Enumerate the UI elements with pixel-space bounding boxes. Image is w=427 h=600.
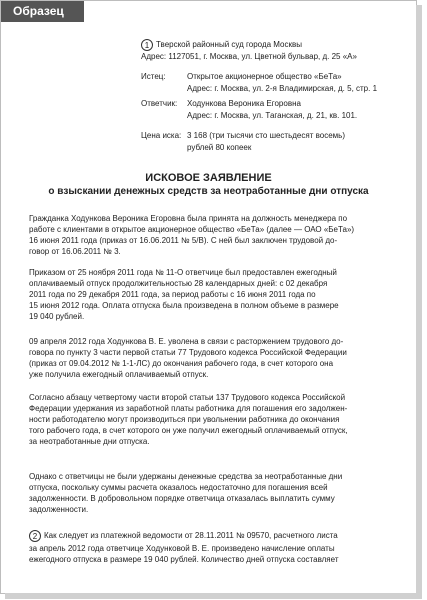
p4-line-3: ности работодателю могут производиться при увольнении работника до окончания [29,415,340,424]
p3-line-2: говора по пункту 3 части первой статьи 77 Трудового кодекса Российской Федерации [29,348,347,357]
p1-line-1: Гражданка Ходункова Вероника Егоровна была принята на должность менеджера по [29,214,348,223]
p4-line-4: того рабочего года, в счет которого он уже получил ежегодный оплачиваемый отпуск, [29,426,348,435]
sample-tab-label: Образец [1,1,84,22]
plaintiff-label: Истец: [141,72,166,81]
plaintiff-address: Адрес: г. Москва, ул. 2-я Владимирская, д. 5, стр. 1 [187,84,378,93]
court-line [141,39,302,51]
document-title: ИСКОВОЕ ЗАЯВЛЕНИЕ [145,172,272,184]
court-name: Тверской районный суд города Москвы [156,40,302,50]
p1-line-3: 16 июня 2011 года (приказ от 16.06.2011 № 5/В). С ней был заключен трудовой до- [29,236,338,245]
p3-line-3: (приказ от 09.04.2012 № 1-1-ЛС) до окончания рабочего года, в счет которого она [29,359,334,368]
court-address: Адрес: 1127051, г. Москва, ул. Цветной бульвар, д. 25 «А» [141,52,357,61]
p3-line-1: 09 апреля 2012 года Ходункова В. Е. уволена в связи с расторжением трудового до- [29,337,344,346]
marker-2: 2 [29,530,41,542]
p2-line-4: 15 июня 2012 года. Оплата отпуска была произведена в полном объеме в размере [29,301,339,310]
p5-line-2: отпуска, поскольку суммы расчета оказалось недостаточно для погашения всей [29,483,328,492]
p6-line-3: ежегодного отпуска в размере 19 040 рублей. Количество дней отпуска составляет [29,555,339,564]
p1-line-4: говор от 16.06.2011 № 3. [29,247,121,256]
document-subtitle: о взыскании денежных средств за неотработанные дни отпуска [48,186,369,197]
p6-line-1 [29,530,338,542]
price-line-1: 3 168 (три тысячи сто шестьдесят восемь) [187,131,345,140]
p4-line-5: за неотработанные дни отпуска. [29,437,150,446]
defendant-address: Адрес: г. Москва, ул. Таганская, д. 21, кв. 101. [187,111,358,120]
p2-line-5: 19 040 рублей. [29,312,85,321]
defendant-label: Ответчик: [141,99,178,108]
p3-line-4: уже получила ежегодный оплачиваемый отпуск. [29,370,209,379]
price-label: Цена иска: [141,131,182,140]
defendant-name: Ходункова Вероника Егоровна [187,99,301,108]
p4-line-1: Согласно абзацу четвертому части второй статьи 137 Трудового кодекса Российской [29,393,346,402]
page-shadow-bottom [5,593,422,599]
marker-1: 1 [141,39,153,51]
page-shadow-right [416,5,422,599]
p1-line-2: работе с клиентами в открытое акционерное общество «БеТа» (далее — ОАО «БеТа») [29,225,355,234]
p6-line-2: за апрель 2012 года ответчице Ходунковой В. Е. произведено начисление оплаты [29,544,335,553]
p2-line-2: оплачиваемый отпуск продолжительностью 28 календарных дней: с 02 декабря [29,279,328,288]
p5-line-4: задолженности. [29,505,89,514]
p4-line-2: Федерации удержания из заработной платы работника для погашения его задолжен- [29,404,348,413]
p2-line-1: Приказом от 25 ноября 2011 года № 11-О ответчице был предоставлен ежегодный [29,268,337,277]
p2-line-3: 2011 года по 29 декабря 2011 года, за период работы с 16 июня 2011 года по [29,290,316,299]
price-line-2: рублей 80 копеек [187,143,252,152]
p5-line-1: Однако с ответчицы не были удержаны денежные средства за неотработанные дни [29,472,343,481]
plaintiff-name: Открытое акционерное общество «БеТа» [187,72,342,81]
p6-line-1-text: Как следует из платежной ведомости от 28.11.2011 № 09570, расчетного листа [44,531,338,541]
p5-line-3: задолженности. В добровольном порядке ответчица отказалась выплатить сумму [29,494,335,503]
